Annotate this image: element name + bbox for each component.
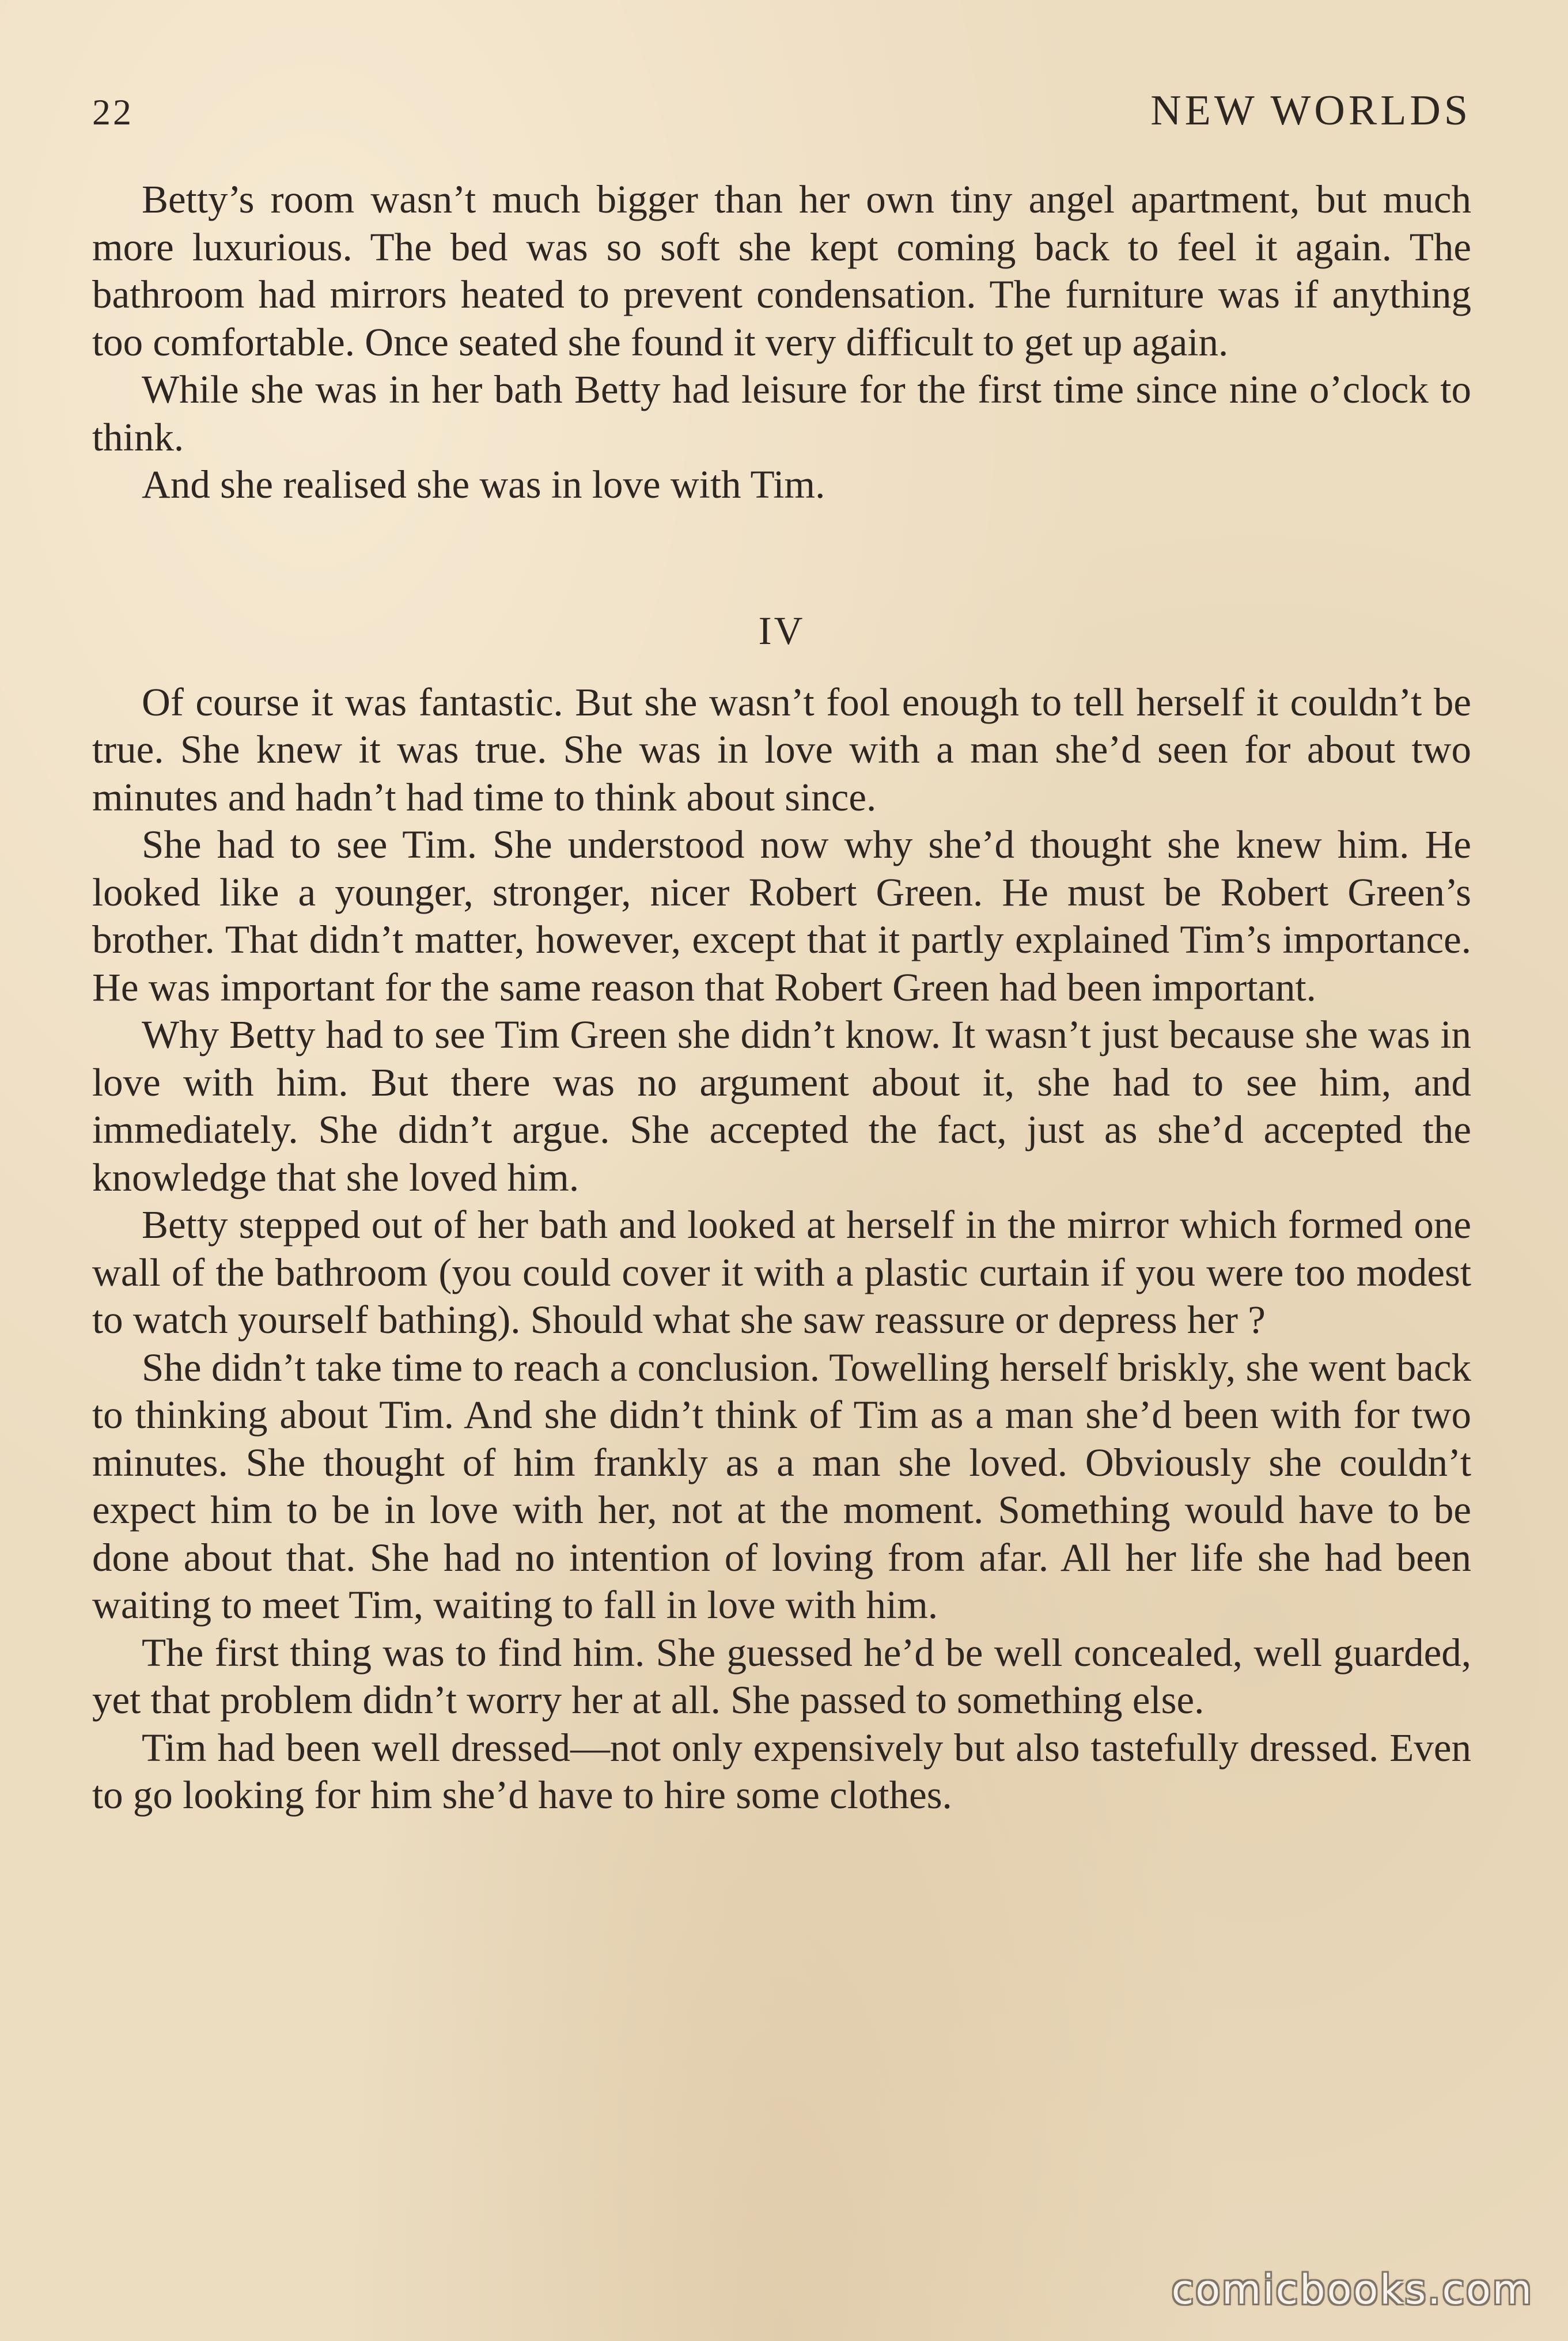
page-number: 22 [92, 92, 134, 132]
paragraph: While she was in her bath Betty had leisure for the first time since nine o’clock to think. [92, 368, 1471, 459]
paragraph: Why Betty had to see Tim Green she didn’t know. It wasn’t just because she was in love with him. But there was no argument about it, she had to see him, and immediately. She didn’t argue. She accepted the fact, just as she’d accepted the knowledge that she loved him. [92, 1013, 1471, 1199]
paragraph: And she realised she was in love with Tim. [142, 463, 825, 506]
paragraph: She didn’t take time to reach a conclusion. Towelling herself briskly, she went back to thinking about Tim. And she didn’t think of Tim as a man she’d been with for two minutes. She thought of him frankly as a man she loved. Obviously she couldn’t expect him to be in love with her, not at the moment. Something would have to be done about that. She had no intention of loving from afar. All her life she had been waiting to meet Tim, waiting to fall in love with him. [92, 1345, 1471, 1627]
paragraph: Of course it was fantastic. But she wasn’t fool enough to tell herself it couldn’t be true. She knew it was true. She was in love with a man she’d seen for about two minutes and hadn’t had time to think about since. [92, 680, 1471, 819]
running-head [92, 86, 1471, 150]
section-heading: IV [758, 608, 805, 653]
paragraph: Betty’s room wasn’t much bigger than her own tiny angel apartment, but much more luxurious. The bed was so soft she kept coming back to feel it again. The bathroom had mirrors heated to prevent condensation. The furniture was if anything too comfortable. Once seated she found it very difficult to get up again. [92, 177, 1471, 364]
running-title: NEW WORLDS [1150, 87, 1471, 134]
paragraph: Betty stepped out of her bath and looked at herself in the mirror which formed one wall of the bathroom (you could cover it with a plastic curtain if you were too modest to watch yourself bathing). Should what she saw reassure or depress her ? [92, 1203, 1471, 1342]
paragraph: The first thing was to find him. She guessed he’d be well concealed, well guarded, yet that problem didn’t worry her at all. She passed to something else. [92, 1630, 1471, 1722]
body-text [92, 176, 1471, 1819]
paragraph: Tim had been well dressed—not only expensively but also tastefully dressed. Even to go looking for him she’d have to hire some clothes. [92, 1725, 1471, 1817]
paragraph: She had to see Tim. She understood now why she’d thought she knew him. He looked like a younger, stronger, nicer Robert Green. He must be Robert Green’s brother. That didn’t matter, however, except that it partly explained Tim’s importance. He was important for the same reason that Robert Green had been important. [92, 823, 1471, 1009]
watermark: comicbooks.com [1171, 2266, 1533, 2313]
